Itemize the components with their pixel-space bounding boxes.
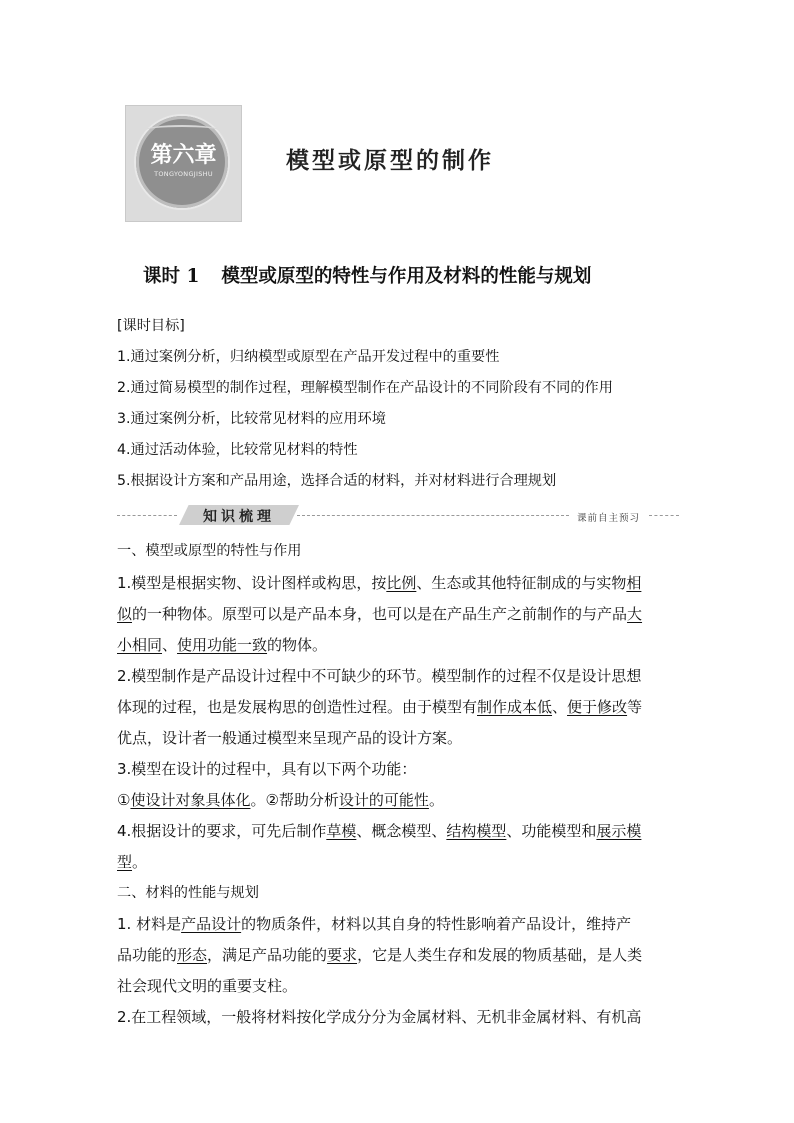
divider-right-label: 课前自主预习 xyxy=(577,513,641,524)
answer-text: 产品设计 xyxy=(181,915,242,933)
text-span: 、 xyxy=(552,698,568,716)
text-span: ，它是人类生存和发展的物质基础，是人类 xyxy=(357,946,643,964)
divider-rule xyxy=(649,515,679,516)
objective-item: 1.通过案例分析，归纳模型或原型在产品开发过程中的重要性 xyxy=(117,349,500,365)
lesson-number: 课时 1 xyxy=(143,266,200,287)
objectives-heading: [课时目标] xyxy=(117,318,185,334)
text-span: 的一种物体。原型可以是产品本身，也可以是在产品生产之前制作的与产品 xyxy=(132,605,628,623)
text-span: 1.模型是根据实物、设计图样或构思，按 xyxy=(117,574,387,592)
badge-subtext: TONGYONGJISHU xyxy=(154,170,213,178)
lesson-title xyxy=(143,262,591,288)
divider-label: 知识梳理 xyxy=(203,509,275,525)
paragraph-line: 优点，设计者一般通过模型来呈现产品的设计方案。 xyxy=(117,729,463,747)
text-span: 的物体。 xyxy=(267,636,328,654)
text-span: 、概念模型、 xyxy=(356,822,447,840)
paragraph-line: 3.模型在设计的过程中，具有以下两个功能： xyxy=(117,760,417,778)
paragraph-line xyxy=(117,573,641,593)
paragraph-line: 2.模型制作是产品设计过程中不可缺少的环节。模型制作的过程不仅是设计思想 xyxy=(117,667,642,685)
objective-item: 3.通过案例分析，比较常见材料的应用环境 xyxy=(117,411,386,427)
answer-text: 结构模型 xyxy=(446,822,507,840)
paragraph-line: 社会现代文明的重要支柱。 xyxy=(117,977,298,995)
paragraph-line xyxy=(117,790,444,810)
answer-text: 形态 xyxy=(177,946,208,964)
text-span: 等 xyxy=(627,698,643,716)
divider-rule xyxy=(297,515,569,516)
text-span: ，满足产品功能的 xyxy=(207,946,328,964)
section-heading: 二、材料的性能与规划 xyxy=(117,885,259,901)
paragraph-line xyxy=(117,821,641,841)
objective-item: 5.根据设计方案和产品用途，选择合适的材料，并对材料进行合理规划 xyxy=(117,473,557,489)
divider-rule xyxy=(117,515,177,516)
text-span: 。②帮助分析 xyxy=(250,791,339,809)
answer-text: 使用功能一致 xyxy=(177,636,268,654)
text-span: 、 xyxy=(162,636,178,654)
text-span: 。 xyxy=(132,853,148,871)
paragraph-line xyxy=(117,914,631,934)
badge-arc xyxy=(146,125,218,135)
answer-text: 似 xyxy=(117,605,133,623)
answer-text: 展示模 xyxy=(596,822,642,840)
section-heading: 一、模型或原型的特性与作用 xyxy=(117,543,302,559)
text-span: ① xyxy=(117,791,131,809)
text-span: 体现的过程，也是发展构思的创造性过程。由于模型有 xyxy=(117,698,478,716)
answer-text: 草模 xyxy=(326,822,357,840)
chapter-badge xyxy=(125,105,242,222)
text-span: 。 xyxy=(428,791,444,809)
chapter-title: 模型或原型的制作 xyxy=(286,147,494,174)
answer-text: 比例 xyxy=(386,574,417,592)
paragraph-line: 2.在工程领域，一般将材料按化学成分分为金属材料、无机非金属材料、有机高 xyxy=(117,1008,642,1026)
objective-item: 2.通过简易模型的制作过程，理解模型制作在产品设计的不同阶段有不同的作用 xyxy=(117,380,613,396)
answer-text: 型 xyxy=(117,853,133,871)
answer-text: 制作成本低 xyxy=(477,698,553,716)
answer-text: 小相同 xyxy=(117,636,163,654)
answer-text: 要求 xyxy=(327,946,358,964)
text-span: 、生态或其他特征制成的与实物 xyxy=(416,574,627,592)
answer-text: 使设计对象具体化 xyxy=(130,791,251,809)
objective-item: 4.通过活动体验，比较常见材料的特性 xyxy=(117,442,358,458)
answer-text: 便于修改 xyxy=(567,698,628,716)
paragraph-line xyxy=(117,635,327,655)
badge-chapter-text: 第六章 xyxy=(150,142,217,168)
text-span: 、功能模型和 xyxy=(506,822,597,840)
paragraph-line xyxy=(117,604,642,624)
text-span: 的物质条件，材料以其自身的特性影响着产品设计，维持产 xyxy=(241,915,632,933)
paragraph-line xyxy=(117,852,147,872)
text-span: 1. 材料是 xyxy=(117,915,182,933)
text-span: 品功能的 xyxy=(117,946,178,964)
answer-text: 相 xyxy=(626,574,642,592)
text-span: 4.根据设计的要求，可先后制作 xyxy=(117,822,327,840)
answer-text: 设计的可能性 xyxy=(338,791,429,809)
paragraph-line xyxy=(117,945,642,965)
paragraph-line xyxy=(117,697,642,717)
answer-text: 大 xyxy=(627,605,643,623)
knowledge-divider xyxy=(117,505,679,527)
lesson-title-text: 模型或原型的特性与作用及材料的性能与规划 xyxy=(221,266,592,287)
